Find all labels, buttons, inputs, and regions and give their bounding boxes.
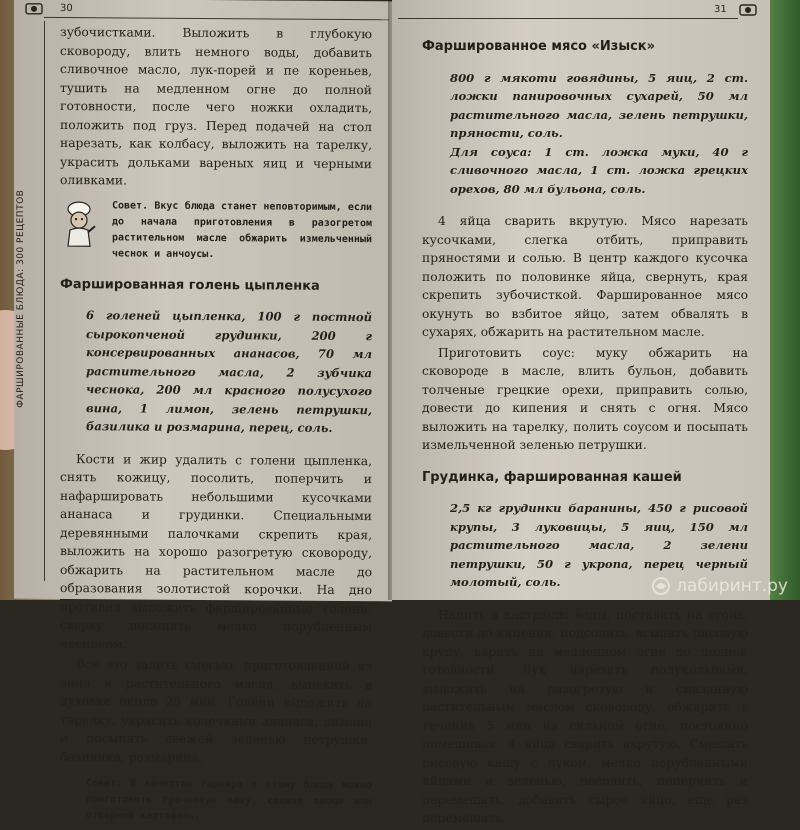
recipe-title: Грудинка, фаршированная кашей <box>422 469 682 485</box>
recipe-title: Фаршированная голень цыпленка <box>60 276 320 294</box>
tip-text: Совет. Вкус блюда станет неповторимым, если до начала приготовления в разогретом растительном масле обжарить измельченный чеснок и анчоусы. <box>112 199 372 260</box>
paragraph: Приготовить соус: муку обжарить на сковороде в масле, влить бульон, добавить толченые грецкие орехи, приправить солью, довести до кипения и снять с огня. Мясо выложить на тарелку, полить соусом и посыпать измельченной зеленью петрушки. <box>422 345 748 452</box>
recipe-title: Фаршированное мясо «Изыск» <box>422 39 656 54</box>
book-logo-icon <box>738 2 758 18</box>
paragraph: 4 яйца сварить вкрутую. Мясо нарезать кусочками, слегка отбить, приправить пряностями и солью. В центр каждого кусочка положить по половинке яйца, свернуть, края скрепить зубочисткой. Фаршированное мясо окунуть во взбитое яйцо, затем обвалять в сухарях, обжарить на растительном масле. <box>422 214 748 339</box>
paragraph: Все это залить смесью, приготовленной из вина и растительного масла, выпекать в духовке около 25 мин. Голени выложить на тарелку, украсить колечками ананаса, лимона и посыпать свежей зеленью петрушки, базилика, розмарина. <box>60 657 372 765</box>
chef-mascot-icon <box>60 200 98 252</box>
left-page <box>14 0 392 822</box>
header-rule <box>398 18 738 19</box>
recipe-ingredients: 2,5 кг грудинки баранины, 450 г рисовой крупы, 3 луковицы, 5 яиц, 150 мл растительного масла, 2 зелени петрушки, 50 г укропа, перец черный молотый, соль. <box>450 501 748 589</box>
right-page <box>392 0 770 825</box>
page-number: 30 <box>60 3 73 15</box>
tip-text: Совет. В качестве гарнира к этому блюду можно приготовить гречневую кашу, свежие овощи или отварной картофель. <box>86 778 372 822</box>
paragraph: зубочистками. Выложить в глубокую сковороду, влить немного воды, добавить сливочное масло, лук-порей и пе кореньев, тушить на медленном огне до полной готовности, после чего ножки охладить, положить под груз. Перед подачей на стол нарезать, как колбасу, выложить на тарелку, украсить дольками вареных яиц и черными оливками. <box>60 25 372 188</box>
paragraph: Налить в кастрюлю воды, поставить на огонь, довести до кипения, подсолить, всыпать рисовую крупу, варить на медленном огне до полной готовности. Лук нарезать полукольцами, выложить на разогретую и смазанную растительным маслом сковороду, обжарить в течение 5 мин на сильном огне, постоянно помешивая. 4 яйца сварить вкрутую. Смешать рисовую кашу с луком, мелко порубленными яйцами и зеленью, посолить, поперчить и перемешать, добавить сырое яйцо, еще раз перемешать. <box>422 607 748 825</box>
running-head: ФАРШИРОВАННЫЕ БЛЮДА: 300 РЕЦЕПТОВ <box>16 189 26 408</box>
page-number: 31 <box>714 4 727 15</box>
left-text-column <box>60 23 372 826</box>
watermark <box>650 576 788 596</box>
book-logo-icon <box>24 1 44 17</box>
side-rule <box>44 21 45 581</box>
labirint-logo-icon <box>650 577 672 595</box>
sauce-ingredients: Для соуса: 1 ст. ложка муки, 40 г сливочного масла, 1 ст. ложка грецких орехов, 80 мл бульона, соль. <box>450 144 748 196</box>
recipe-ingredients: 6 голеней цыпленка, 100 г постной сырокопченой грудинки, 200 г консервированных ананасов, 70 мл растительного масла, 2 зубчика чеснока, 200 мл красного полусухого вина, 1 лимон, зелень петрушки, базилика и розмарина, перец, соль. <box>86 308 372 435</box>
paragraph: Кости и жир удалить с голени цыпленка, снять кожицу, посолить, поперчить и нафаршировать небольшими кусочками ананаса и грудинки. Специальными деревянными палочками скрепить края, выложить на хорошо разогретую сковороду, обжарить на растительном масле до образования золотистой корочки. На дно противня выложить фаршированные голени, сверху посыпать мелко порубленным чесноком. <box>60 451 372 651</box>
recipe-ingredients: 800 г мякоти говядины, 5 яиц, 2 ст. ложки панировочных сухарей, 50 мл растительного масла, зелень петрушки, пряности, соль. <box>450 70 748 140</box>
right-text-column <box>422 28 748 830</box>
watermark-text: лабиринт.ру <box>676 576 788 596</box>
tip-block <box>60 198 372 264</box>
header-rule <box>44 17 389 20</box>
